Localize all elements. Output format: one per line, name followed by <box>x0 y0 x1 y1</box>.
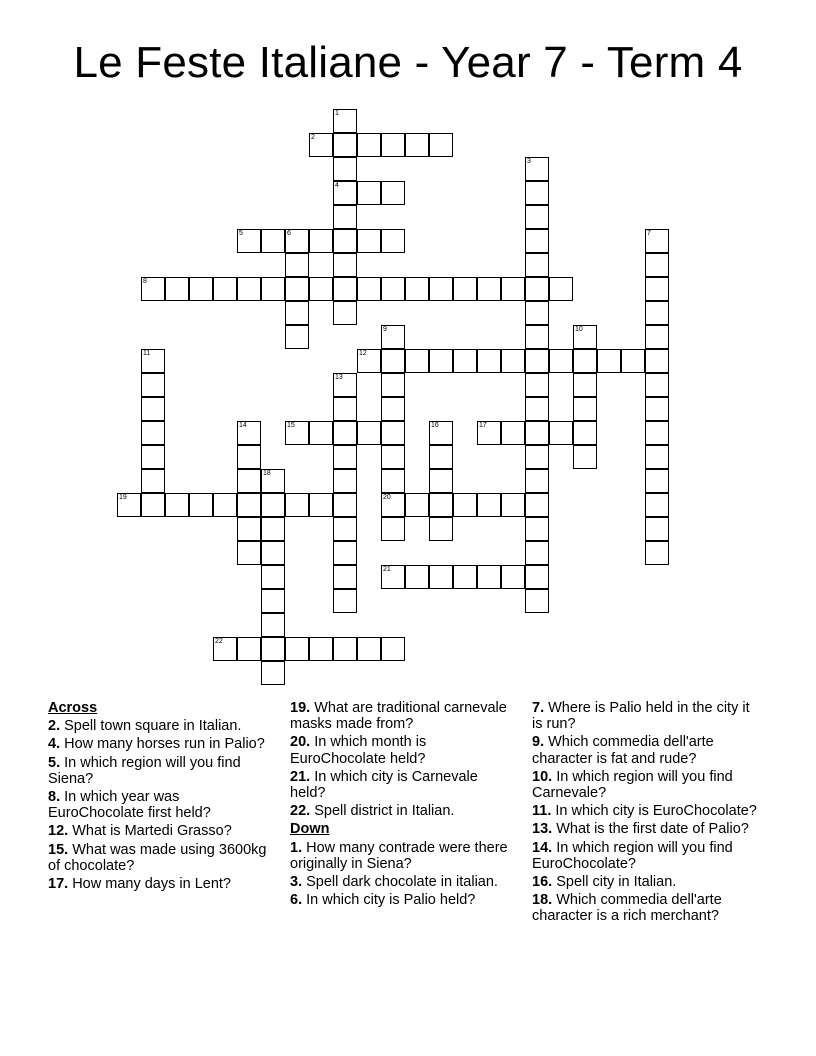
clue-across-17 <box>48 876 273 892</box>
grid-cell[interactable] <box>573 445 597 469</box>
grid-cell[interactable] <box>381 421 405 445</box>
grid-cell[interactable] <box>429 493 453 517</box>
grid-cell[interactable] <box>141 469 165 493</box>
cell-number: 12 <box>359 350 367 357</box>
grid-cell[interactable] <box>237 445 261 469</box>
grid-cell[interactable] <box>645 277 669 301</box>
grid-cell[interactable] <box>381 469 405 493</box>
grid-cell[interactable] <box>525 157 549 181</box>
grid-cell[interactable] <box>381 325 405 349</box>
grid-cell[interactable] <box>501 421 525 445</box>
clue-number: 13. <box>532 821 553 838</box>
grid-cell[interactable] <box>597 349 621 373</box>
grid-cell[interactable] <box>285 637 309 661</box>
clue-number: 4. <box>48 736 61 753</box>
clue-down-3 <box>290 874 515 890</box>
cell-number: 14 <box>239 422 247 429</box>
grid-cell[interactable] <box>285 253 309 277</box>
grid-cell[interactable] <box>213 637 237 661</box>
grid-cell[interactable] <box>189 277 213 301</box>
grid-cell[interactable] <box>237 421 261 445</box>
clue-number: 2. <box>48 718 61 735</box>
grid-cell[interactable] <box>117 493 141 517</box>
grid-cell[interactable] <box>333 637 357 661</box>
clue-across-22 <box>290 803 515 819</box>
clue-across-2 <box>48 718 273 734</box>
clue-number: 22. <box>290 803 311 820</box>
grid-cell[interactable] <box>213 493 237 517</box>
clue-across-20 <box>290 734 515 766</box>
clue-text: What was made using 3600kg of chocolate? <box>48 841 267 874</box>
grid-cell[interactable] <box>405 565 429 589</box>
grid-cell[interactable] <box>357 421 381 445</box>
grid-cell[interactable] <box>573 397 597 421</box>
clues-column-2 <box>290 700 515 910</box>
grid-cell[interactable] <box>525 397 549 421</box>
grid-cell[interactable] <box>645 517 669 541</box>
grid-cell[interactable] <box>261 493 285 517</box>
grid-cell[interactable] <box>237 469 261 493</box>
clue-number: 19. <box>290 700 311 716</box>
grid-cell[interactable] <box>261 661 285 685</box>
grid-cell[interactable] <box>285 325 309 349</box>
grid-cell[interactable] <box>645 541 669 565</box>
grid-cell[interactable] <box>645 493 669 517</box>
clue-text: In which city is EuroChocolate? <box>555 803 757 820</box>
cell-number: 10 <box>575 326 583 333</box>
grid-cell[interactable] <box>429 349 453 373</box>
cell-number: 13 <box>335 374 343 381</box>
grid-cell[interactable] <box>429 133 453 157</box>
clue-down-11 <box>532 803 762 819</box>
grid-cell[interactable] <box>525 277 549 301</box>
clue-number: 18. <box>532 892 553 909</box>
grid-cell[interactable] <box>333 181 357 205</box>
clue-down-1 <box>290 840 515 872</box>
grid-cell[interactable] <box>477 421 501 445</box>
grid-cell[interactable] <box>573 349 597 373</box>
grid-cell[interactable] <box>261 589 285 613</box>
grid-cell[interactable] <box>309 493 333 517</box>
grid-cell[interactable] <box>381 373 405 397</box>
cell-number: 2 <box>311 134 315 141</box>
clue-number: 7. <box>532 700 545 716</box>
grid-cell[interactable] <box>525 589 549 613</box>
grid-cell[interactable] <box>429 565 453 589</box>
grid-cell[interactable] <box>405 277 429 301</box>
grid-cell[interactable] <box>285 277 309 301</box>
grid-cell[interactable] <box>405 133 429 157</box>
grid-cell[interactable] <box>549 277 573 301</box>
clue-text: Spell town square in Italian. <box>64 718 242 735</box>
grid-cell[interactable] <box>309 637 333 661</box>
grid-cell[interactable] <box>525 229 549 253</box>
grid-cell[interactable] <box>189 493 213 517</box>
grid-cell[interactable] <box>381 445 405 469</box>
clue-number: 8. <box>48 789 61 806</box>
clue-text: In which region will you find Siena? <box>48 754 241 787</box>
grid-cell[interactable] <box>381 277 405 301</box>
grid-cell[interactable] <box>525 445 549 469</box>
clue-across-15 <box>48 842 273 874</box>
clue-down-13 <box>532 821 762 837</box>
grid-cell[interactable] <box>645 325 669 349</box>
grid-cell[interactable] <box>477 349 501 373</box>
grid-cell[interactable] <box>477 277 501 301</box>
grid-cell[interactable] <box>621 349 645 373</box>
cell-number: 18 <box>263 470 271 477</box>
clue-text: What is Martedi Grasso? <box>72 823 232 840</box>
clue-text: Spell dark chocolate in italian. <box>306 874 498 891</box>
cell-number: 11 <box>143 350 151 357</box>
cell-number: 9 <box>383 326 387 333</box>
grid-cell[interactable] <box>453 349 477 373</box>
grid-cell[interactable] <box>357 181 381 205</box>
grid-cell[interactable] <box>309 229 333 253</box>
grid-cell[interactable] <box>381 349 405 373</box>
grid-cell[interactable] <box>357 133 381 157</box>
grid-cell[interactable] <box>645 397 669 421</box>
clue-text: How many contrade were there originally in Siena? <box>290 839 508 872</box>
grid-cell[interactable] <box>381 133 405 157</box>
grid-cell[interactable] <box>645 229 669 253</box>
grid-cell[interactable] <box>261 613 285 637</box>
clue-down-6 <box>290 892 515 908</box>
clues-column-3 <box>532 700 762 927</box>
clue-across-21 <box>290 769 515 801</box>
grid-cell[interactable] <box>285 301 309 325</box>
grid-cell[interactable] <box>477 493 501 517</box>
grid-cell[interactable] <box>333 373 357 397</box>
clue-number: 10. <box>532 768 553 785</box>
grid-cell[interactable] <box>141 373 165 397</box>
grid-cell[interactable] <box>333 397 357 421</box>
grid-cell[interactable] <box>525 301 549 325</box>
cell-number: 19 <box>119 494 127 501</box>
cell-number: 7 <box>647 230 651 237</box>
grid-cell[interactable] <box>333 541 357 565</box>
clue-down-16 <box>532 874 762 890</box>
grid-cell[interactable] <box>357 349 381 373</box>
grid-cell[interactable] <box>285 421 309 445</box>
clue-text: In which region will you find EuroChocolate? <box>532 839 733 872</box>
grid-cell[interactable] <box>285 229 309 253</box>
grid-cell[interactable] <box>429 421 453 445</box>
grid-cell[interactable] <box>141 349 165 373</box>
clue-number: 12. <box>48 823 69 840</box>
grid-cell[interactable] <box>333 229 357 253</box>
clue-text: How many horses run in Palio? <box>64 736 265 753</box>
cell-number: 21 <box>383 566 391 573</box>
cell-number: 6 <box>287 230 291 237</box>
clue-text: What are traditional carnevale masks made from? <box>290 700 507 733</box>
grid-cell[interactable] <box>261 229 285 253</box>
grid-cell[interactable] <box>333 133 357 157</box>
grid-cell[interactable] <box>525 373 549 397</box>
grid-cell[interactable] <box>501 349 525 373</box>
cell-number: 3 <box>527 158 531 165</box>
clue-text: Spell district in Italian. <box>314 803 455 820</box>
grid-cell[interactable] <box>525 541 549 565</box>
grid-cell[interactable] <box>141 421 165 445</box>
grid-cell[interactable] <box>333 277 357 301</box>
clue-down-10 <box>532 769 762 801</box>
grid-cell[interactable] <box>333 517 357 541</box>
grid-cell[interactable] <box>333 205 357 229</box>
clue-across-5 <box>48 755 273 787</box>
clue-text: Which commedia dell'arte character is fat and rude? <box>532 734 714 767</box>
grid-cell[interactable] <box>261 469 285 493</box>
clue-text: Where is Palio held in the city it is run? <box>532 700 750 733</box>
clue-text: Which commedia dell'arte character is a rich merchant? <box>532 892 722 925</box>
clue-down-14 <box>532 840 762 872</box>
grid-cell[interactable] <box>525 565 549 589</box>
grid-cell[interactable] <box>333 253 357 277</box>
grid-cell[interactable] <box>501 277 525 301</box>
cell-number: 17 <box>479 422 487 429</box>
grid-cell[interactable] <box>525 517 549 541</box>
grid-cell[interactable] <box>645 373 669 397</box>
cell-number: 8 <box>143 278 147 285</box>
grid-cell[interactable] <box>333 157 357 181</box>
grid-cell[interactable] <box>405 493 429 517</box>
grid-cell[interactable] <box>141 397 165 421</box>
clue-number: 21. <box>290 768 311 785</box>
cell-number: 22 <box>215 638 223 645</box>
clue-text: In which month is EuroChocolate held? <box>290 734 427 767</box>
grid-cell[interactable] <box>333 421 357 445</box>
across-heading: Across <box>48 700 98 716</box>
clue-text: In which year was EuroChocolate first held? <box>48 789 211 822</box>
clue-number: 17. <box>48 876 69 893</box>
clue-text: In which city is Carnevale held? <box>290 768 478 802</box>
clue-across-19 <box>290 700 515 732</box>
grid-cell[interactable] <box>141 493 165 517</box>
grid-cell[interactable] <box>309 277 333 301</box>
worksheet-title: Le Feste Italiane - Year 7 - Term 4 <box>73 38 743 87</box>
grid-cell[interactable] <box>381 637 405 661</box>
clue-text: Spell city in Italian. <box>556 874 677 891</box>
grid-cell[interactable] <box>285 493 309 517</box>
grid-cell[interactable] <box>501 565 525 589</box>
grid-cell[interactable] <box>333 109 357 133</box>
grid-cell[interactable] <box>525 253 549 277</box>
clue-down-9 <box>532 734 762 766</box>
grid-cell[interactable] <box>645 445 669 469</box>
grid-cell[interactable] <box>477 565 501 589</box>
clue-number: 15. <box>48 841 69 858</box>
grid-cell[interactable] <box>453 493 477 517</box>
down-heading: Down <box>290 821 330 838</box>
clue-number: 14. <box>532 839 553 856</box>
grid-cell[interactable] <box>141 277 165 301</box>
grid-cell[interactable] <box>237 229 261 253</box>
grid-cell[interactable] <box>333 589 357 613</box>
grid-cell[interactable] <box>405 349 429 373</box>
grid-cell[interactable] <box>333 565 357 589</box>
clue-text: In which region will you find Carnevale? <box>532 768 733 802</box>
grid-cell[interactable] <box>525 493 549 517</box>
grid-cell[interactable] <box>429 517 453 541</box>
grid-cell[interactable] <box>381 517 405 541</box>
grid-cell[interactable] <box>525 205 549 229</box>
grid-cell[interactable] <box>645 469 669 493</box>
grid-cell[interactable] <box>357 277 381 301</box>
grid-cell[interactable] <box>333 301 357 325</box>
grid-cell[interactable] <box>573 421 597 445</box>
clue-across-8 <box>48 789 273 821</box>
grid-cell[interactable] <box>213 277 237 301</box>
grid-cell[interactable] <box>645 349 669 373</box>
grid-cell[interactable] <box>237 637 261 661</box>
grid-cell[interactable] <box>333 445 357 469</box>
clue-number: 16. <box>532 874 553 891</box>
clue-across-4 <box>48 736 273 752</box>
clue-number: 9. <box>532 734 545 751</box>
grid-cell[interactable] <box>525 349 549 373</box>
grid-cell[interactable] <box>309 133 333 157</box>
cell-number: 1 <box>335 110 339 117</box>
cell-number: 16 <box>431 422 439 429</box>
clue-down-18 <box>532 892 762 924</box>
clue-number: 3. <box>290 874 303 891</box>
grid-cell[interactable] <box>237 493 261 517</box>
grid-cell[interactable] <box>381 493 405 517</box>
grid-cell[interactable] <box>237 277 261 301</box>
clue-number: 1. <box>290 839 303 856</box>
grid-cell[interactable] <box>261 277 285 301</box>
grid-cell[interactable] <box>645 421 669 445</box>
grid-cell[interactable] <box>237 517 261 541</box>
clue-text: In which city is Palio held? <box>306 892 476 909</box>
grid-cell[interactable] <box>429 277 453 301</box>
grid-cell[interactable] <box>525 181 549 205</box>
grid-cell[interactable] <box>381 397 405 421</box>
cell-number: 20 <box>383 494 391 501</box>
clue-across-12 <box>48 823 273 839</box>
grid-cell[interactable] <box>525 469 549 493</box>
clue-number: 5. <box>48 754 61 771</box>
grid-cell[interactable] <box>573 373 597 397</box>
grid-cell[interactable] <box>453 565 477 589</box>
grid-cell[interactable] <box>549 421 573 445</box>
cell-number: 4 <box>335 182 339 189</box>
clue-number: 20. <box>290 734 311 751</box>
grid-cell[interactable] <box>357 637 381 661</box>
grid-cell[interactable] <box>333 469 357 493</box>
grid-cell[interactable] <box>261 517 285 541</box>
grid-cell[interactable] <box>381 565 405 589</box>
grid-cell[interactable] <box>141 445 165 469</box>
grid-cell[interactable] <box>525 421 549 445</box>
grid-cell[interactable] <box>333 493 357 517</box>
cell-number: 5 <box>239 230 243 237</box>
grid-cell[interactable] <box>429 469 453 493</box>
grid-cell[interactable] <box>453 277 477 301</box>
grid-cell[interactable] <box>525 325 549 349</box>
grid-cell[interactable] <box>645 301 669 325</box>
grid-cell[interactable] <box>309 421 333 445</box>
clue-text: What is the first date of Palio? <box>556 821 749 838</box>
grid-cell[interactable] <box>381 229 405 253</box>
clue-text: How many days in Lent? <box>72 876 231 893</box>
grid-cell[interactable] <box>381 181 405 205</box>
grid-cell[interactable] <box>165 277 189 301</box>
clue-number: 6. <box>290 892 303 909</box>
clues-column-1 <box>48 700 273 894</box>
clue-number: 11. <box>532 803 552 820</box>
grid-cell[interactable] <box>357 229 381 253</box>
grid-cell[interactable] <box>645 253 669 277</box>
grid-cell[interactable] <box>501 493 525 517</box>
cell-number: 15 <box>287 422 295 429</box>
clue-down-7 <box>532 700 762 732</box>
grid-cell[interactable] <box>261 541 285 565</box>
grid-cell[interactable] <box>237 541 261 565</box>
grid-cell[interactable] <box>261 565 285 589</box>
grid-cell[interactable] <box>549 349 573 373</box>
grid-cell[interactable] <box>261 637 285 661</box>
grid-cell[interactable] <box>165 493 189 517</box>
grid-cell[interactable] <box>429 445 453 469</box>
grid-cell[interactable] <box>573 325 597 349</box>
